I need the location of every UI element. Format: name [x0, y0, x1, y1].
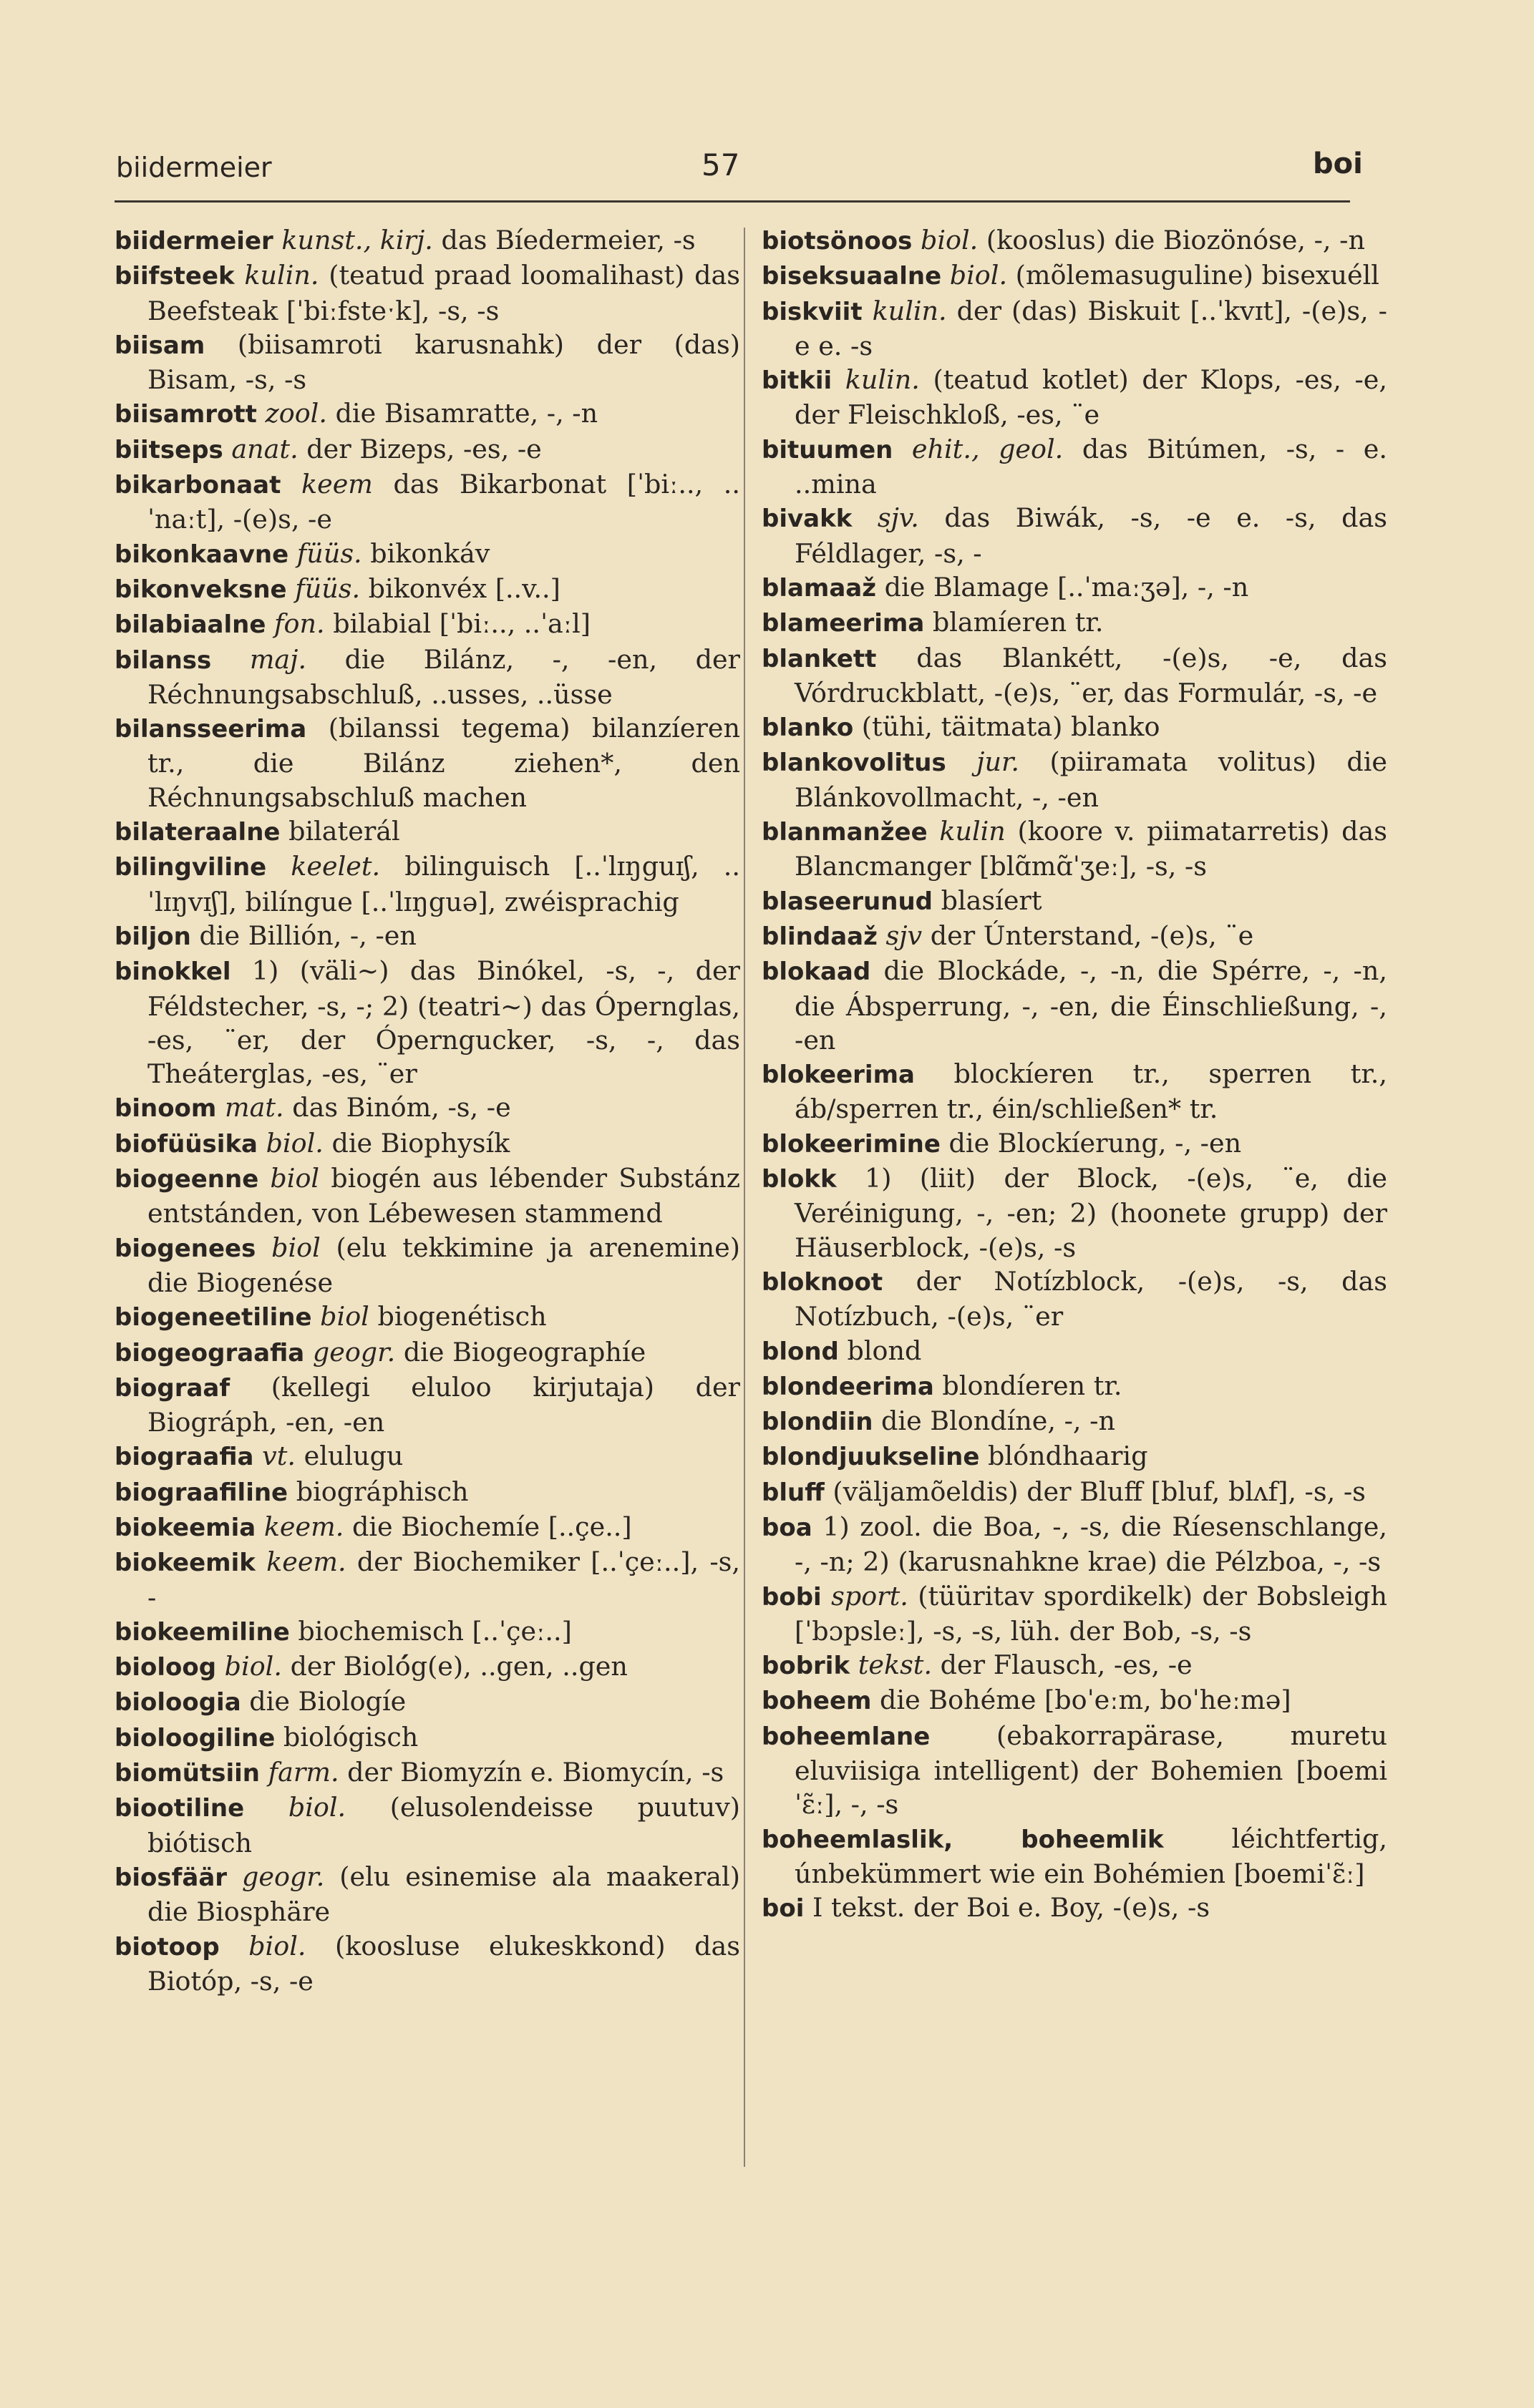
entry-headword: biogeograafia [115, 1338, 305, 1368]
dictionary-entry [115, 1685, 740, 1720]
dictionary-entry [762, 432, 1387, 502]
dictionary-entry [762, 570, 1387, 605]
dictionary-entry [115, 1335, 740, 1370]
entry-headword: blameerima [762, 609, 925, 638]
dictionary-entry [115, 537, 740, 572]
entry-headword: biokeemia [115, 1513, 256, 1542]
entry-definition: der Biomyzín e. Biomycín, -s [339, 1757, 724, 1788]
entry-definition: bilinguisch [..ˈlɪŋguɪʃ, ..ˈlɪŋvɪʃ], bilíngue [..ˈlɪŋguə], zwéisprachig [147, 851, 740, 917]
entry-headword: bikonveksne [115, 575, 287, 604]
dictionary-entry [762, 919, 1387, 954]
entry-headword: bioloogia [115, 1688, 241, 1717]
entry-headword: bobi [762, 1582, 822, 1612]
dictionary-entry [762, 1822, 1387, 1891]
entry-headword: blanko [762, 713, 854, 743]
entry-usage-label: kulin [939, 816, 1006, 847]
dictionary-entry [115, 1126, 740, 1161]
dictionary-entry [762, 745, 1387, 814]
entry-usage-label: biol. [288, 1792, 346, 1823]
entry-headword: biseksuaalne [762, 262, 942, 291]
entry-usage-label: zool. [265, 398, 327, 429]
dictionary-entry [115, 1860, 740, 1929]
left-column [115, 223, 740, 1998]
entry-definition: der Biochemiker [..ˈçeː..], -s, - [147, 1546, 740, 1613]
entry-definition: die Biophysík [323, 1127, 510, 1159]
entry-definition: bikonvéx [..v..] [360, 572, 560, 604]
dictionary-entry [762, 1334, 1387, 1369]
dictionary-entry [115, 711, 740, 814]
entry-usage-label: biol. [920, 225, 979, 255]
entry-headword: blankovolitus [762, 749, 946, 778]
entry-definition: die Blondíne, -, -n [873, 1405, 1115, 1437]
entry-definition: der Bizeps, -es, -e [298, 433, 542, 464]
entry-headword: biograafiline [115, 1478, 288, 1507]
entry-headword: bikarbonaat [115, 471, 281, 500]
dictionary-entry [115, 814, 740, 849]
entry-headword: blankett [762, 644, 877, 673]
entry-usage-label: kulin. [872, 295, 947, 326]
entry-headword: bikonkaavne [115, 540, 289, 569]
header-guide-word-right: boi [1313, 147, 1363, 180]
dictionary-entry [115, 1545, 740, 1614]
dictionary-entry [115, 643, 740, 712]
entry-definition: blond [838, 1335, 922, 1366]
entry-headword: biifsteek [115, 262, 235, 291]
entry-usage-label: sjv. [877, 502, 919, 534]
entry-definition: die Bilánz, -, -en, der Réchnungsabschluß, ..usses, ..üsse [147, 643, 740, 710]
entry-definition: die Biochemíe [..çe..] [344, 1511, 632, 1542]
dictionary-entry [115, 1510, 740, 1545]
entry-usage-label: keem. [263, 1511, 344, 1542]
dictionary-entry [115, 1614, 740, 1649]
entry-definition: blóndhaarig [979, 1441, 1148, 1472]
dictionary-entry [115, 1475, 740, 1510]
entry-usage-label: biol. [248, 1930, 306, 1961]
entry-definition: die Biologíe [241, 1686, 407, 1717]
entry-headword: blond [762, 1337, 839, 1366]
entry-headword: blondeerima [762, 1372, 934, 1401]
entry-headword: blokk [762, 1165, 837, 1194]
dictionary-entry [762, 1683, 1387, 1718]
entry-definition: bikonkáv [361, 537, 490, 569]
entry-usage-label: tekst. [858, 1649, 933, 1681]
entry-usage-label: vt. [262, 1441, 296, 1472]
entry-definition: die Blockáde, -, -n, die Spérre, -, -n, die Ábsperrung, -, -en, die Éinschließung, -, -en [795, 955, 1387, 1056]
entry-usage-label: füüs. [295, 572, 361, 604]
entry-headword: boheem [762, 1687, 872, 1716]
entry-definition: (elusolendeisse puutuv) biótisch [147, 1792, 740, 1858]
entry-definition: die Biogeographíe [395, 1336, 646, 1368]
entry-headword: bilansseerima [115, 715, 307, 744]
entry-usage-label: biol [320, 1301, 369, 1332]
entry-definition: (tüüritav spordikelk) der Bobsleigh [ˈbɔpsleː], -s, -s, lüh. der Bob, -s, -s [795, 1580, 1388, 1647]
dictionary-entry [115, 954, 740, 1091]
entry-headword: biootiline [115, 1794, 245, 1823]
dictionary-entry [762, 1161, 1387, 1264]
dictionary-entry [115, 849, 740, 919]
entry-headword: biljon [115, 922, 191, 951]
dictionary-entry [115, 1161, 740, 1231]
entry-headword: blokeerima [762, 1061, 915, 1090]
entry-headword: bobrik [762, 1652, 850, 1681]
entry-usage-label: kunst., kirj. [281, 225, 433, 255]
dictionary-entry [762, 814, 1387, 884]
entry-definition: biológisch [275, 1721, 419, 1753]
dictionary-entry [115, 1755, 740, 1790]
entry-usage-label: anat. [231, 433, 298, 464]
dictionary-entry [762, 1475, 1387, 1510]
entry-headword: bivakk [762, 504, 853, 534]
entry-headword: bitkii [762, 366, 832, 396]
dictionary-entry [762, 363, 1387, 432]
dictionary-entry [762, 294, 1387, 364]
entry-definition: biográphisch [288, 1476, 469, 1507]
entry-headword: boi [762, 1894, 805, 1924]
dictionary-entry [115, 223, 740, 258]
entry-definition: (koore v. piimatarretis) das Blancmanger [blɑ̃mɑ̃ˈʒeː], -s, -s [795, 816, 1387, 882]
entry-usage-label: biol [270, 1163, 320, 1194]
right-column [762, 223, 1387, 1926]
entry-headword: biosfäär [115, 1863, 228, 1892]
entry-usage-label: biol. [949, 260, 1008, 291]
entry-definition: der Únterstand, -(e)s, ¨e [922, 920, 1254, 951]
entry-definition: die Blamage [..ˈmaːʒə], -, -n [876, 571, 1249, 603]
entry-definition: (elu esinemise ala maakeral) die Biosphäre [147, 1861, 740, 1928]
entry-headword: bioloog [115, 1653, 217, 1682]
dictionary-entry [762, 1719, 1387, 1822]
entry-definition: der (das) Biskuit [..ˈkvɪt], -(e)s, -e e. -s [795, 295, 1387, 361]
entry-usage-label: biol. [224, 1651, 282, 1682]
dictionary-entry [762, 710, 1387, 745]
page-number: 57 [702, 147, 740, 182]
entry-definition: das Bitúmen, -s, - e. ..mina [795, 433, 1387, 500]
dictionary-entry [762, 258, 1387, 293]
entry-definition: das Blankétt, -(e)s, -e, das Vórdruckblatt, -(e)s, ¨er, das Formulár, -s, -e [795, 642, 1387, 708]
entry-definition: (kellegi eluloo kirjutaja) der Biográph, -en, -en [147, 1371, 740, 1438]
dictionary-entry [115, 607, 740, 642]
entry-definition: 1) (liit) der Block, -(e)s, ¨e, die Veréinigung, -, -en; 2) (hoonete grupp) der Häuserblock, -(e)s, -s [795, 1163, 1387, 1263]
entry-definition: die Bohéme [boˈeːm, boˈheːmə] [871, 1685, 1291, 1716]
entry-usage-label: keem [301, 469, 373, 500]
entry-usage-label: jur. [976, 746, 1020, 778]
entry-headword: biokeemiline [115, 1617, 290, 1647]
dictionary-entry [115, 1231, 740, 1300]
entry-definition: der Flausch, -es, -e [932, 1649, 1193, 1681]
dictionary-entry [762, 1579, 1387, 1649]
entry-definition: (biisamroti karusnahk) der (das) Bisam, -s, -s [147, 328, 740, 396]
entry-definition: léichtfertig, únbekümmert wie ein Bohémien [boemiˈɛ̃ː] [795, 1823, 1387, 1889]
entry-definition: der Bioló́g(e), ..gen, ..gen [281, 1651, 628, 1682]
entry-usage-label: mat. [224, 1092, 284, 1123]
entry-definition: das Bikarbonat [ˈbiː.., ..ˈnaːt], -(e)s, -e [147, 469, 740, 535]
entry-definition: der Notízblock, -(e)s, -s, das Notízbuch, -(e)s, ¨er [795, 1265, 1387, 1332]
dictionary-entry [115, 572, 740, 607]
dictionary-entry [115, 396, 740, 432]
entry-definition: blasíert [933, 884, 1042, 916]
entry-usage-label: maj. [249, 643, 307, 675]
dictionary-entry [762, 1264, 1387, 1334]
entry-headword: biomütsiin [115, 1759, 260, 1788]
entry-headword: biidermeier [115, 227, 273, 255]
dictionary-entry [115, 467, 740, 537]
entry-usage-label: biol [271, 1232, 321, 1263]
entry-usage-label: sport. [831, 1580, 908, 1612]
entry-usage-label: geogr. [312, 1336, 396, 1368]
dictionary-entry [115, 328, 740, 397]
entry-headword: biskviit [762, 297, 863, 326]
entry-definition: (ebakorrapärase, muretu eluviisiga intelligent) der Bohemien [boemiˈɛ̃ː], -, -s [795, 1720, 1387, 1820]
page-header [0, 0, 1534, 215]
dictionary-entry [762, 1648, 1387, 1683]
entry-headword: bituumen [762, 435, 893, 464]
entry-headword: biotoop [115, 1932, 220, 1961]
entry-headword: biograaf [115, 1373, 230, 1403]
entry-headword: biogenees [115, 1234, 256, 1263]
dictionary-entry [115, 919, 740, 954]
entry-headword: biogeneetiline [115, 1303, 312, 1332]
dictionary-entry [115, 1439, 740, 1474]
entry-definition: (bilanssi tegema) bilanzíeren tr., die Bilánz ziehen*, den Réchnungsabschluß machen [147, 713, 740, 813]
entry-headword: blaseerunud [762, 887, 933, 916]
entry-definition: biogén aus lébender Substánz entstánden, von Lébewesen stammend [147, 1163, 740, 1229]
entry-definition: (elu tekkimine ja arenemine) die Biogenése [147, 1232, 740, 1298]
entry-definition: blondíeren tr. [933, 1370, 1122, 1401]
entry-headword: blondjuukseline [762, 1443, 980, 1472]
dictionary-entry [762, 954, 1387, 1057]
entry-headword: blokaad [762, 957, 871, 987]
entry-usage-label: biol. [266, 1127, 324, 1159]
dictionary-entry [762, 1126, 1387, 1161]
header-guide-word-left: biidermeier [116, 152, 272, 183]
entry-headword: binoom [115, 1094, 217, 1123]
entry-headword: biisamrott [115, 400, 257, 429]
dictionary-entry [115, 432, 740, 467]
dictionary-entry [762, 1891, 1387, 1926]
entry-definition: blamíeren tr. [924, 607, 1104, 638]
entry-headword: blanmanžee [762, 818, 928, 847]
dictionary-entry [115, 1649, 740, 1685]
entry-definition: (mõlemasuguline) bisexuéll [1007, 260, 1379, 291]
entry-headword: blamaaž [762, 573, 877, 603]
entry-usage-label: geogr. [241, 1861, 325, 1892]
entry-usage-label: sjv [885, 920, 923, 951]
entry-usage-label: keelet. [291, 851, 381, 882]
entry-headword: bilateraalne [115, 818, 281, 847]
entry-usage-label: füüs. [296, 537, 362, 569]
dictionary-entry [115, 1929, 740, 1999]
entry-definition: 1) (väli~) das Binókel, -s, -, der Féldstecher, -s, -; 2) (teatri~) das Ópernglas, -es, ¨er, der Óperngucker, -s, -, das Theáterglas, -es, ¨er [147, 955, 740, 1090]
entry-definition: die Blockíerung, -, -en [940, 1127, 1242, 1159]
entry-headword: bilanss [115, 645, 212, 675]
dictionary-entry [115, 1091, 740, 1126]
entry-definition: die Bisamratte, -, -n [326, 398, 598, 429]
dictionary-entry [115, 258, 740, 328]
entry-definition: (tühi, täitmata) blanko [853, 711, 1160, 743]
entry-usage-label: farm. [268, 1757, 339, 1788]
entry-headword: blokeerimine [762, 1129, 941, 1159]
entry-headword: biofüüsika [115, 1129, 258, 1159]
entry-definition: das Bíedermeier, -s [432, 225, 696, 255]
entry-headword: biisam [115, 331, 205, 360]
entry-headword: biograafia [115, 1443, 254, 1472]
entry-definition: (väljamõeldis) der Bluff [bluf, blʌf], -s, -s [824, 1476, 1366, 1507]
entry-headword: biitseps [115, 435, 223, 464]
entry-headword: bilabiaalne [115, 610, 266, 640]
entry-definition: bilabial [ˈbiː.., ..ˈaːl] [324, 608, 591, 640]
entry-headword: bloknoot [762, 1267, 883, 1297]
entry-usage-label: ehit., geol. [911, 433, 1064, 464]
entry-headword: biogeenne [115, 1165, 259, 1194]
entry-definition: (piiramata volitus) die Blánkovollmacht, -, -en [795, 746, 1388, 813]
entry-headword: bioloogiline [115, 1723, 276, 1753]
entry-definition: bilaterál [280, 816, 400, 847]
entry-definition: (koosluse elukeskkond) das Biotóp, -s, -e [147, 1930, 740, 1997]
dictionary-entry [762, 1404, 1387, 1439]
entry-headword: blindaaž [762, 922, 878, 951]
entry-headword: biokeemik [115, 1549, 256, 1578]
entry-headword: boheemlane [762, 1722, 931, 1751]
entry-definition: das Binóm, -s, -e [283, 1092, 511, 1123]
entry-headword: biotsönoos [762, 227, 913, 255]
entry-headword: bluff [762, 1478, 825, 1507]
header-rule [115, 200, 1350, 203]
entry-headword: boheemlaslik, boheemlik [762, 1825, 1164, 1854]
entry-definition: biogenétisch [369, 1301, 547, 1332]
entry-headword: boa [762, 1513, 812, 1542]
entry-definition: I tekst. der Boi e. Boy, -(e)s, -s [804, 1892, 1210, 1924]
column-divider [744, 228, 745, 2167]
dictionary-entry [762, 1369, 1387, 1404]
entry-definition: (teatud praad loomalihast) das Beefsteak [ˈbiːfsteˑk], -s, -s [147, 260, 741, 326]
dictionary-entry [762, 223, 1387, 258]
dictionary-entry [115, 1370, 740, 1440]
entry-usage-label: kulin. [244, 260, 319, 291]
dictionary-entry [762, 641, 1387, 711]
dictionary-entry [762, 501, 1387, 570]
entry-headword: blondiin [762, 1408, 873, 1437]
dictionary-entry [762, 884, 1387, 919]
entry-definition: blockíeren tr., sperren tr., áb/sperren tr., éin/schließen* tr. [795, 1058, 1387, 1125]
entry-definition: 1) zool. die Boa, -, -s, die Ríesenschlange, -, -n; 2) (karusnahkne krae) die Pélzboa, -, -s [795, 1511, 1387, 1578]
dictionary-entry [762, 605, 1387, 640]
entry-headword: binokkel [115, 957, 231, 987]
entry-definition: (teatud kotlet) der Klops, -es, -e, der Fleischkloß, -es, ¨e [795, 364, 1387, 431]
dictionary-entry [762, 1439, 1387, 1474]
entry-definition: biochemisch [..ˈçeː..] [289, 1615, 572, 1647]
entry-definition: das Biwák, -s, -e e. -s, das Féldlager, -s, - [795, 502, 1387, 569]
dictionary-entry [115, 1790, 740, 1860]
entry-headword: bilingviline [115, 853, 267, 882]
entry-usage-label: fon. [274, 608, 325, 640]
dictionary-entry [762, 1510, 1387, 1579]
dictionary-entry [762, 1057, 1387, 1126]
dictionary-entry [115, 1720, 740, 1755]
entry-definition: (kooslus) die Biozönóse, -, -n [978, 225, 1365, 255]
entry-usage-label: keem. [266, 1546, 346, 1578]
entry-definition: die Billión, -, -en [190, 920, 417, 951]
entry-definition: elulugu [296, 1441, 404, 1472]
dictionary-entry [115, 1300, 740, 1335]
entry-usage-label: kulin. [845, 364, 920, 396]
